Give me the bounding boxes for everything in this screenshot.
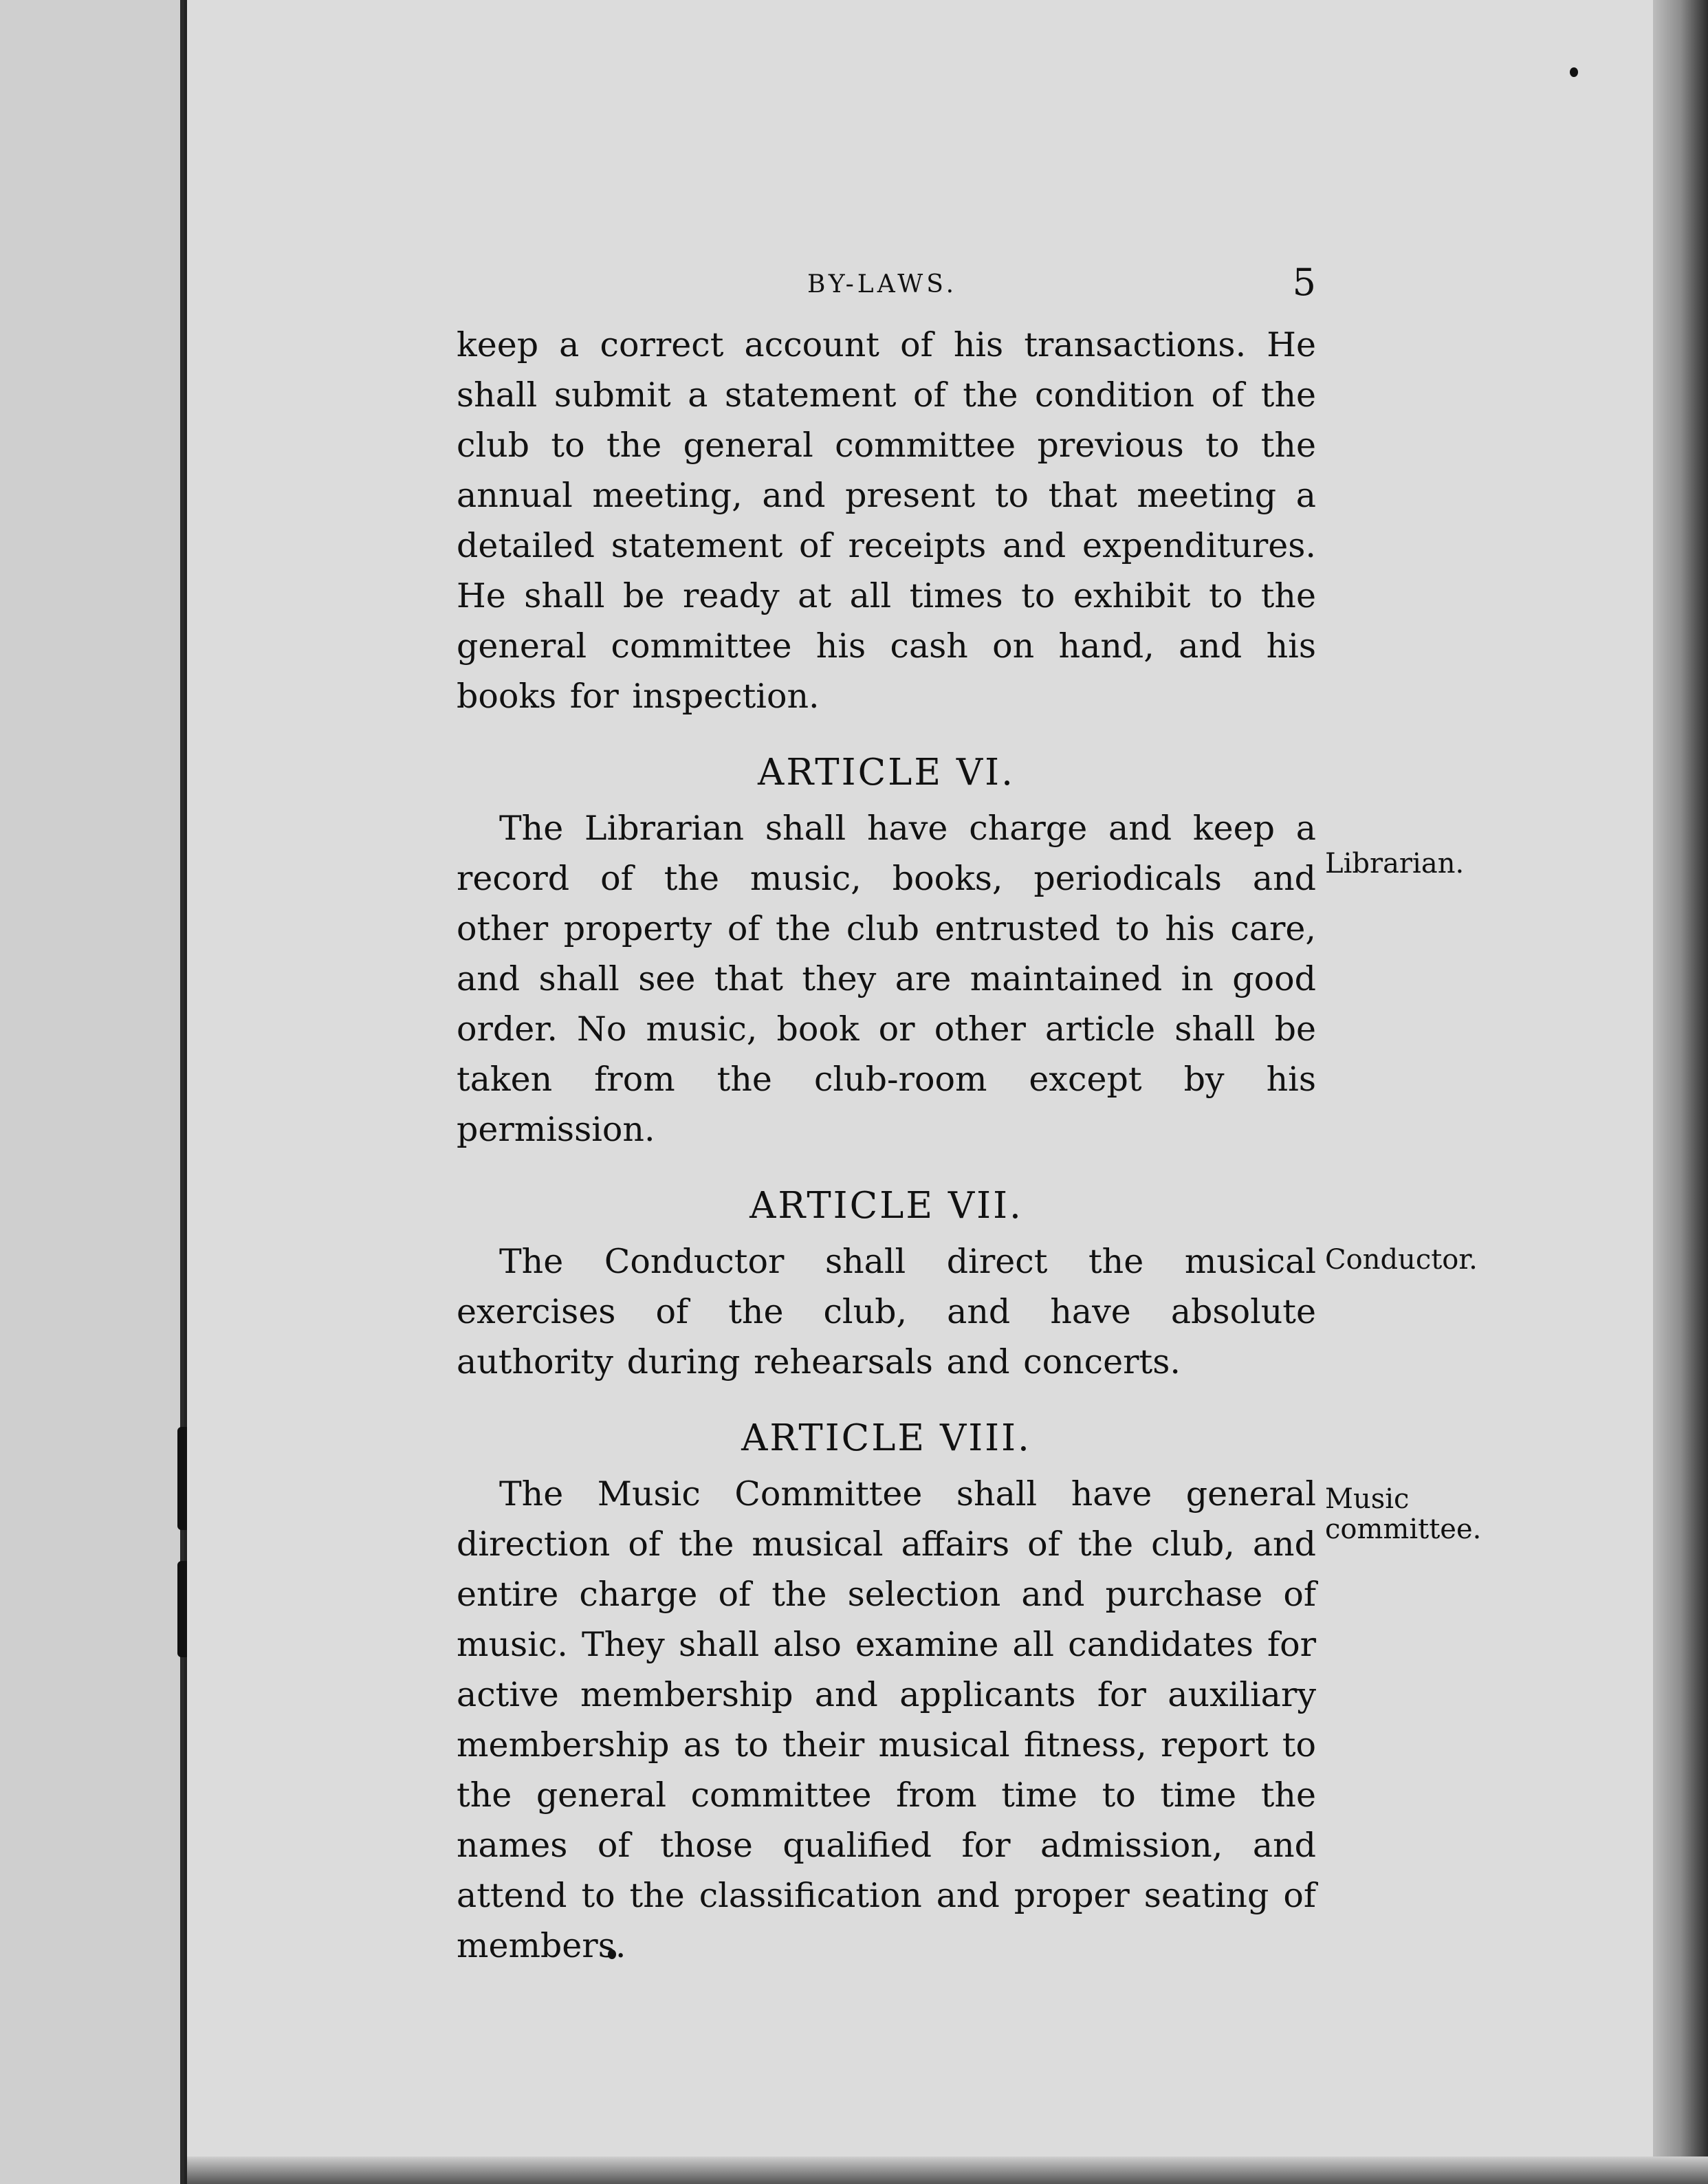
- running-head: [457, 261, 1316, 320]
- continuation-paragraph: keep a correct account of his transactions. He shall submit a statement of the condition of the club to the general committee previous to the annual meeting, and present to that meeting a detailed statement of receipts and expenditures. He shall be ready at all times to exhibit to the general committee his cash on hand, and his books for inspection.: [457, 325, 1316, 716]
- binding-gutter: [180, 0, 184, 2184]
- article-heading-vii: ARTICLE VII.: [749, 1185, 1023, 1227]
- running-title: BY-LAWS.: [807, 270, 958, 298]
- page-text-block: [457, 261, 1316, 1971]
- page-number: 5: [1292, 261, 1316, 304]
- article-heading-viii: ARTICLE VIII.: [741, 1417, 1031, 1459]
- page-edge-shadow: [1653, 0, 1708, 2184]
- marginal-note-music-committee: [1325, 1484, 1481, 1544]
- marginal-note-line: Music: [1325, 1483, 1410, 1515]
- marginal-note-line: committee.: [1325, 1514, 1482, 1545]
- ink-speck: [1570, 67, 1578, 77]
- article-heading-vi: ARTICLE VI.: [758, 752, 1015, 794]
- article-text-vi: The Librarian shall have charge and keep a record of the music, books, periodicals and other property of the club entrusted to his care, and shall see that they are maintained in good order. No music, book or other article shall be taken from the club-room except by his permission.: [457, 809, 1316, 1149]
- facing-page-edge: [0, 0, 187, 2184]
- marginal-note-conductor: Conductor.: [1325, 1244, 1478, 1276]
- marginal-note-librarian: Librarian.: [1325, 848, 1465, 880]
- article-text-viii: The Music Committee shall have general direction of the musical affairs of the club, and entire charge of the selection and purchase of music. They shall also examine all candidates for active membership and applicants for auxiliary membership as to their musical fitness, report to the general committee from time to time the names of those qualified for admission, and attend to the classification and proper seating of members.: [457, 1474, 1316, 1965]
- page-bottom-shadow: [187, 2156, 1708, 2184]
- article-text-vii: The Conductor shall direct the musical exercises of the club, and have absolute authority during rehearsals and concerts.: [457, 1242, 1316, 1382]
